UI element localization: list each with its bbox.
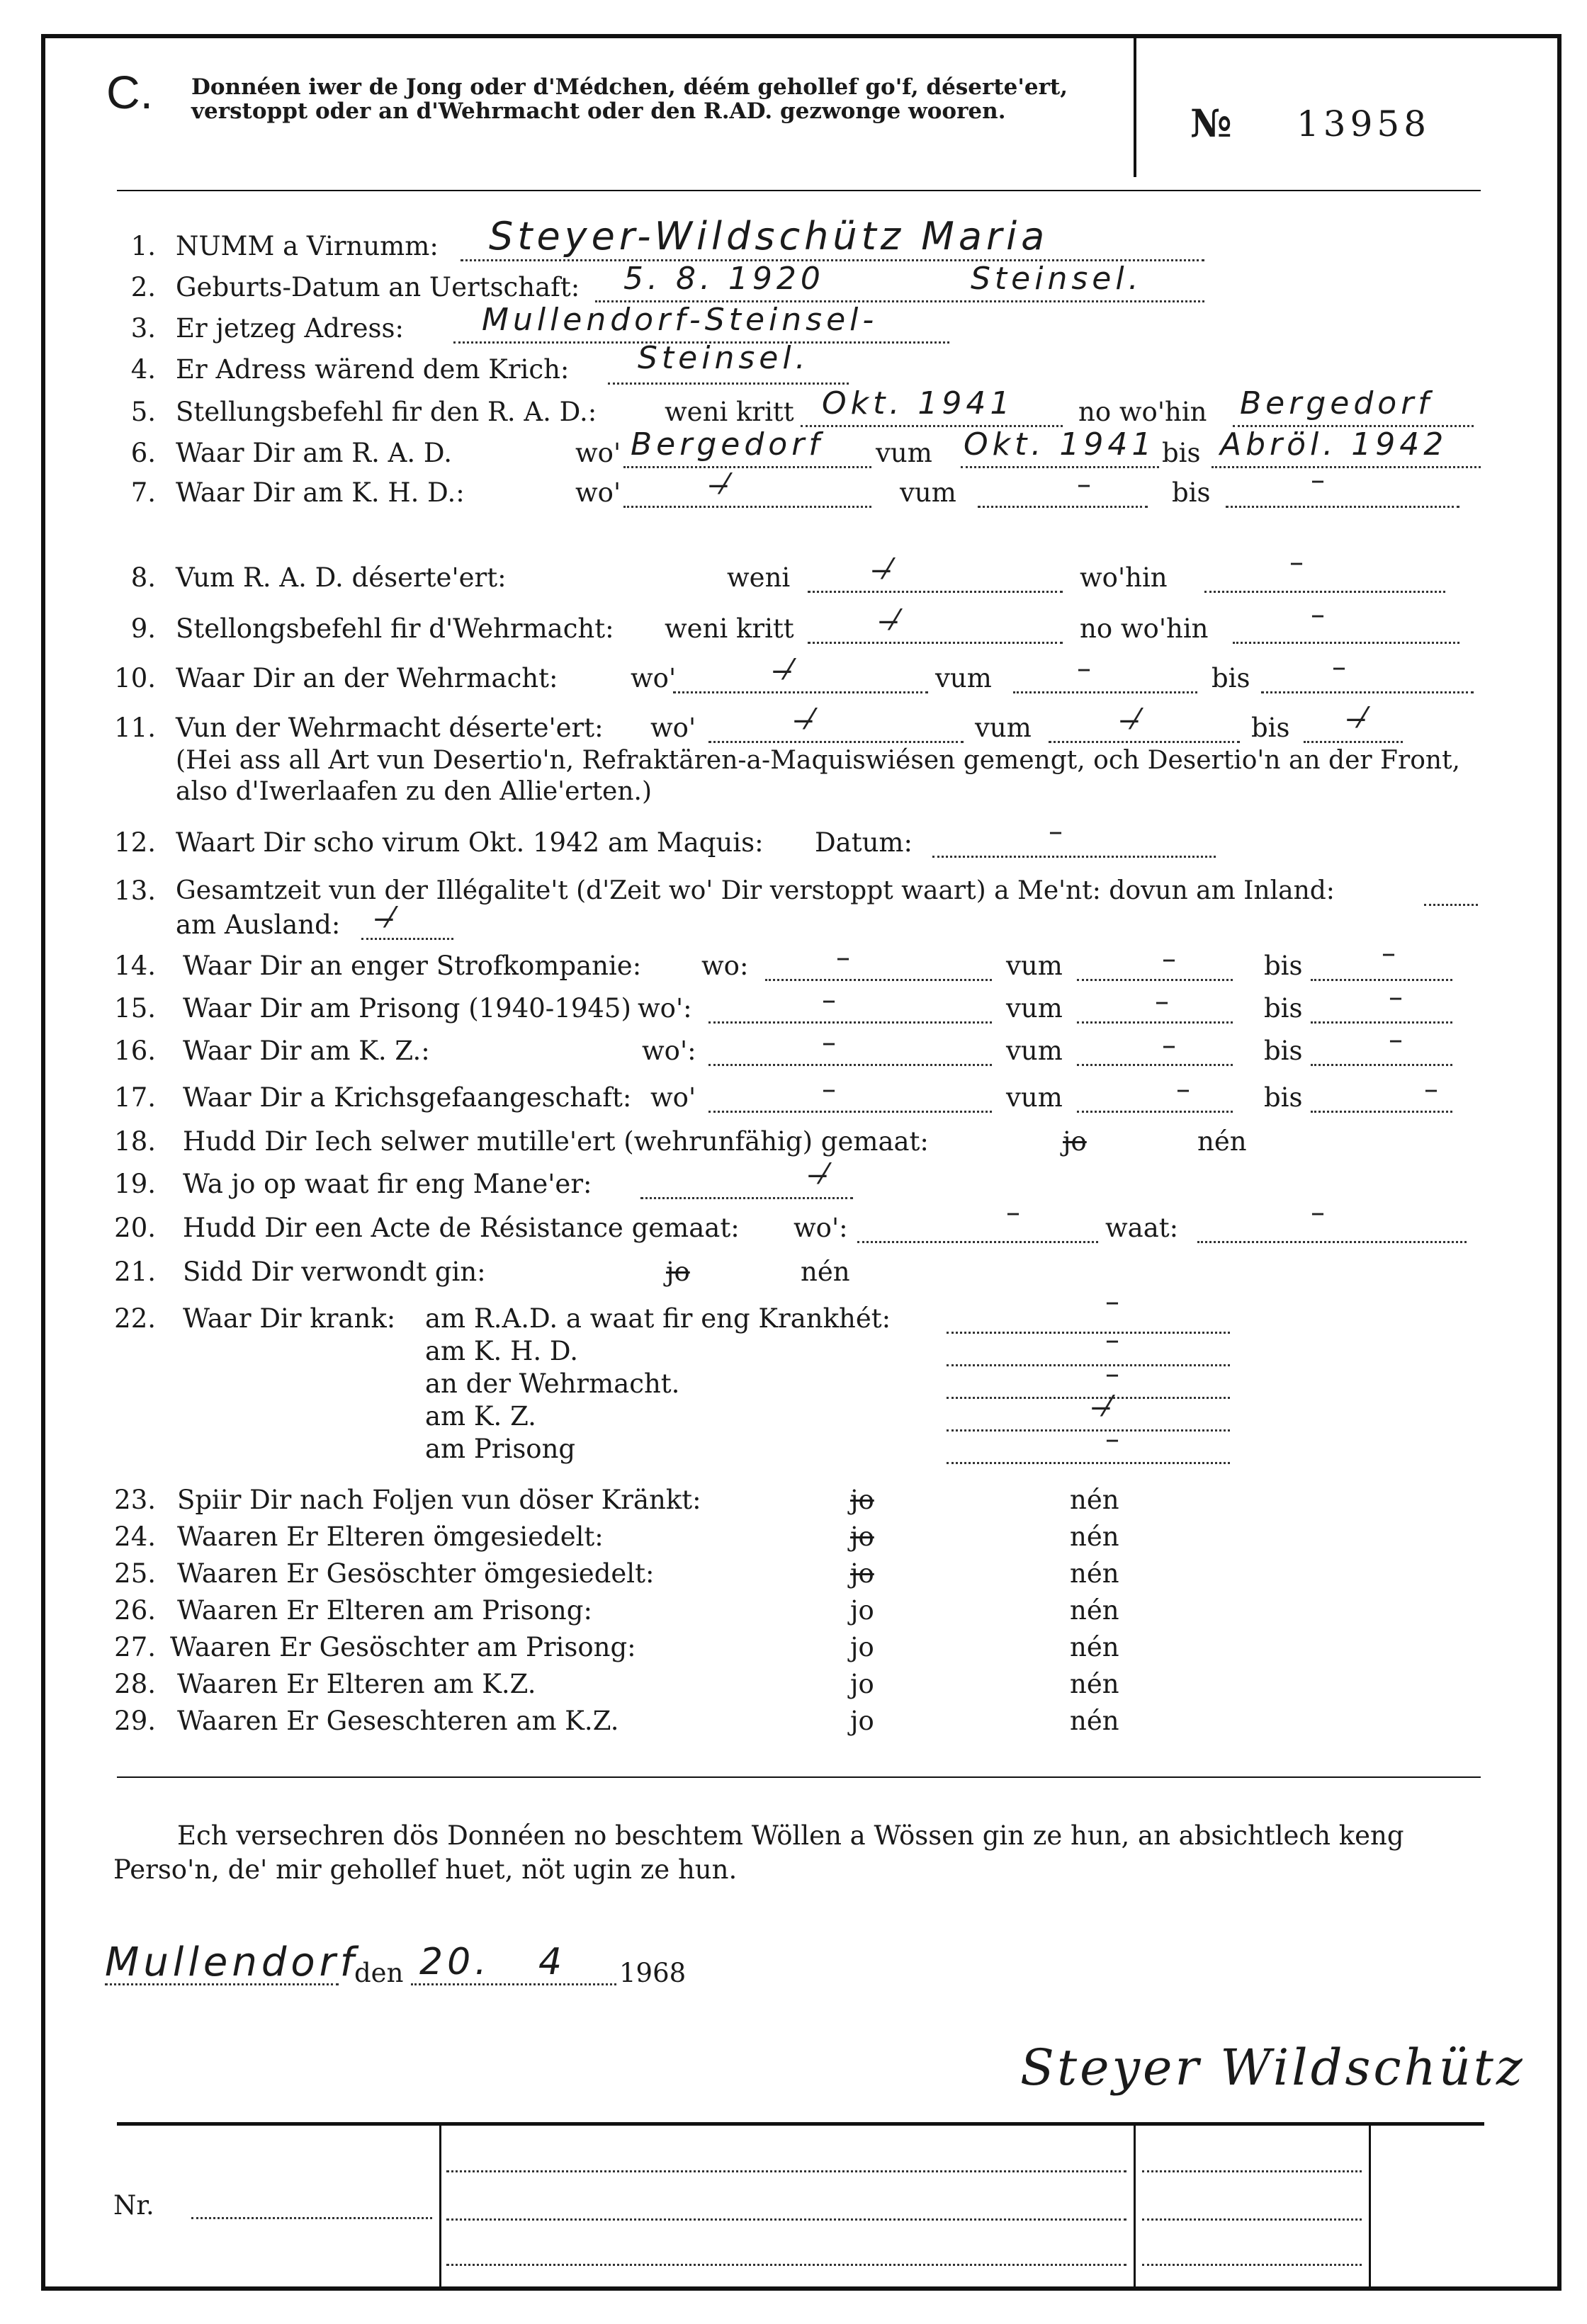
current-address-value[interactable]: Mullendorf-Steinsel- <box>482 302 879 338</box>
header-divider <box>1134 38 1136 177</box>
row-label: Waar Dir krank: <box>183 1303 396 1334</box>
bis-label: bis <box>1264 993 1303 1024</box>
dotted-line <box>947 1429 1230 1432</box>
row-label: Waar Dir am Prisong (1940-1945) <box>183 993 631 1024</box>
wo-label: wo': <box>638 993 692 1024</box>
vum-label: vum <box>900 477 956 508</box>
rad-from[interactable]: Okt. 1941 <box>964 426 1156 463</box>
signing-year: 1968 <box>619 1958 687 1988</box>
jo-option[interactable]: jo <box>850 1669 874 1699</box>
row-number: 11. <box>114 713 156 743</box>
bis-label: bis <box>1264 1036 1303 1066</box>
dotted-line <box>105 1983 339 1985</box>
dotted-line <box>623 506 871 508</box>
weni-label: weni kritt <box>665 613 794 644</box>
row-label: Wa jo op waat fir eng Mane'er: <box>183 1169 592 1199</box>
dotted-line <box>708 1021 992 1024</box>
nen-option[interactable]: nén <box>1070 1706 1119 1736</box>
footer-col-divider <box>1369 2122 1371 2286</box>
row-number: 28. <box>114 1669 156 1699</box>
empty-mark: – <box>1311 464 1325 497</box>
dotted-line <box>1311 1021 1452 1024</box>
row-label: Waart Dir scho virum Okt. 1942 am Maquis: <box>176 827 764 858</box>
empty-mark: ⁄̶ <box>723 468 728 501</box>
footer-dotted-line <box>1142 2264 1362 2266</box>
jo-option[interactable]: jo <box>850 1558 874 1589</box>
dotted-line <box>708 1111 992 1113</box>
bis-label: bis <box>1162 438 1201 468</box>
row-number: 29. <box>114 1706 156 1736</box>
row-label: Waaren Er Gesöschter ömgesiedelt: <box>177 1558 655 1589</box>
empty-mark: ⁄̶ <box>808 703 813 736</box>
rad-place[interactable]: Bergedorf <box>631 426 824 463</box>
footer-dotted-line <box>446 2218 1126 2221</box>
row-label: Hudd Dir Iech selwer mutille'ert (wehrunfähig) gemaat: <box>183 1126 929 1157</box>
bis-label: bis <box>1264 1082 1303 1113</box>
name-value[interactable]: Steyer-Wildschütz Maria <box>489 214 1049 259</box>
footer-col-divider <box>1134 2122 1136 2286</box>
empty-mark: – <box>822 1073 836 1106</box>
nen-option[interactable]: nén <box>1070 1558 1119 1589</box>
row-number: 5. <box>130 397 156 427</box>
wo-label: wo': <box>642 1036 696 1066</box>
vum-label: vum <box>935 663 992 693</box>
row-label: Sidd Dir verwondt gin: <box>183 1257 486 1287</box>
row-number: 16. <box>114 1036 156 1066</box>
declaration-text: Ech versechren dös Donnéen no beschtem Wöllen a Wössen gin ze hun, an absichtlech keng Perso'n, de' mir gehollef huet, nöt ugin ze hun. <box>113 1820 1404 1885</box>
nowohin-label: no wo'hin <box>1078 397 1207 427</box>
row-label: Vun der Wehrmacht déserte'ert: <box>176 713 604 743</box>
dotted-line <box>1077 1111 1233 1113</box>
row-number: 2. <box>130 272 156 302</box>
empty-mark: – <box>1162 943 1176 975</box>
row-number: 18. <box>114 1126 156 1157</box>
dotted-line <box>947 1364 1230 1366</box>
vum-label: vum <box>1006 993 1063 1024</box>
wo-label: wo': <box>794 1213 848 1243</box>
row-number: 21. <box>114 1257 156 1287</box>
number-symbol: № <box>1190 101 1232 146</box>
empty-mark: ⁄̶ <box>1134 703 1139 736</box>
sub-label: am K. Z. <box>425 1401 536 1432</box>
empty-mark: ⁄̶ <box>886 553 891 586</box>
wo-label: wo' <box>575 438 621 468</box>
footer-col-divider <box>439 2122 441 2286</box>
dotted-line <box>623 466 871 468</box>
sub-label: an der Wehrmacht. <box>425 1368 680 1399</box>
empty-mark: – <box>1389 1024 1403 1056</box>
row-label: NUMM a Virnumm: <box>176 231 439 261</box>
row-label: Waaren Er Elteren am K.Z. <box>177 1669 536 1699</box>
nen-option[interactable]: nén <box>1070 1595 1119 1626</box>
bis-label: bis <box>1264 951 1303 981</box>
footer-nr-label: Nr. <box>113 2190 154 2221</box>
row-number: 6. <box>130 438 156 468</box>
dotted-line <box>411 1983 616 1985</box>
dotted-line <box>1204 591 1445 593</box>
nen-option[interactable]: nén <box>1070 1521 1119 1552</box>
dotted-line <box>1077 1021 1233 1024</box>
empty-mark: – <box>1311 599 1325 631</box>
empty-mark: – <box>1049 815 1063 848</box>
row-number: 15. <box>114 993 156 1024</box>
dotted-line <box>1311 979 1452 981</box>
row-number: 27. <box>114 1632 156 1662</box>
empty-mark: – <box>1176 1073 1190 1106</box>
row-number: 17. <box>114 1082 156 1113</box>
row-label: Geburts-Datum an Uertschaft: <box>176 272 580 302</box>
empty-mark: ⁄̶ <box>786 654 791 686</box>
dotted-line <box>1424 904 1478 906</box>
form-title: Donnéen iwer de Jong oder d'Médchen, déém gehollef go'f, déserte'ert, verstoppt oder an d'Wehrmacht oder den R.AD. gezwonge wooren. <box>191 74 1068 124</box>
row-number: 25. <box>114 1558 156 1589</box>
row-label: Stellongsbefehl fir d'Wehrmacht: <box>176 613 614 644</box>
section-letter: C. <box>106 66 153 118</box>
empty-mark: – <box>822 1026 836 1059</box>
dotted-line <box>932 856 1216 858</box>
dotted-line <box>961 466 1159 468</box>
empty-mark: – <box>1077 652 1091 685</box>
sub-label: am R.A.D. a waat fir eng Krankhét: <box>425 1303 891 1334</box>
empty-mark: ⁄̶ <box>1105 1390 1110 1423</box>
dotted-line <box>361 938 453 940</box>
dotted-line <box>947 1397 1230 1399</box>
empty-mark: ⁄̶ <box>388 902 393 934</box>
nen-option[interactable]: nén <box>1197 1126 1247 1157</box>
row-number: 4. <box>130 354 156 385</box>
empty-mark: – <box>1332 651 1346 684</box>
row-number: 20. <box>114 1213 156 1243</box>
dotted-line <box>808 642 1063 644</box>
footer-top-rule <box>117 2122 1484 2126</box>
empty-mark: – <box>836 941 850 974</box>
empty-mark: – <box>1105 1423 1119 1456</box>
row-label: Stellungsbefehl fir den R. A. D.: <box>176 397 597 427</box>
dotted-line <box>708 741 964 743</box>
dotted-line <box>1077 979 1233 981</box>
signing-place[interactable]: Mullendorf <box>105 1939 358 1985</box>
empty-mark: – <box>1389 981 1403 1014</box>
bis-label: bis <box>1251 713 1290 743</box>
row-number: 12. <box>114 827 156 858</box>
empty-mark: – <box>1105 1286 1119 1318</box>
footer-dotted-line <box>446 2170 1126 2172</box>
bis-label: bis <box>1172 477 1211 508</box>
wo-label: wo' <box>650 1082 696 1113</box>
dotted-line <box>608 382 849 385</box>
header-rule <box>117 190 1481 191</box>
row-label: Spiir Dir nach Foljen vun döser Kränkt: <box>177 1485 701 1515</box>
dotted-line <box>708 1064 992 1066</box>
sub-label: am Prisong <box>425 1434 576 1464</box>
nen-option[interactable]: nén <box>1070 1669 1119 1699</box>
empty-mark: – <box>1105 1358 1119 1390</box>
row-13-ausland <box>176 902 393 941</box>
birth-place-value[interactable]: Steinsel. <box>971 261 1143 297</box>
dotted-line <box>1077 1064 1233 1066</box>
empty-mark: – <box>1006 1196 1020 1229</box>
jo-option[interactable]: jo <box>666 1257 690 1287</box>
ausland-label: am Ausland: <box>176 909 341 940</box>
empty-mark: – <box>1155 985 1169 1018</box>
dotted-line <box>1311 1111 1452 1113</box>
row-number: 1. <box>130 231 156 261</box>
dotted-line <box>640 1197 853 1199</box>
row-number: 24. <box>114 1521 156 1552</box>
row-label: Waaren Er Gesöschter am Prisong: <box>170 1632 636 1662</box>
row-label: Waar Dir am K. H. D.: <box>176 477 465 508</box>
empty-mark: – <box>1382 937 1396 970</box>
row-number: 14. <box>114 951 156 981</box>
empty-mark: – <box>822 984 836 1016</box>
vum-label: vum <box>1006 951 1063 981</box>
rad-to[interactable]: Abröl. 1942 <box>1220 426 1448 463</box>
footer-dotted-line <box>191 2217 432 2219</box>
birth-date-value[interactable]: 5. 8. 1920 <box>623 261 825 297</box>
dotted-line <box>1304 741 1403 743</box>
vum-label: vum <box>1006 1082 1063 1113</box>
empty-mark: – <box>1162 1029 1176 1062</box>
dotted-line <box>947 1332 1230 1334</box>
weni-label: weni <box>727 562 791 593</box>
footer-dotted-line <box>446 2264 1126 2266</box>
row-label: Waar Dir am R. A. D. <box>176 438 452 468</box>
row-number: 23. <box>114 1485 156 1515</box>
bis-label: bis <box>1212 663 1250 693</box>
row-label: Waaren Er Geseschteren am K.Z. <box>177 1706 619 1736</box>
row-label: Waar Dir an der Wehrmacht: <box>176 663 558 693</box>
footer-dotted-line <box>1142 2170 1362 2172</box>
empty-mark: – <box>1311 1196 1325 1229</box>
row-number: 3. <box>130 313 156 344</box>
row-label: Hudd Dir een Acte de Résistance gemaat: <box>183 1213 740 1243</box>
wo-label: wo' <box>650 713 696 743</box>
jo-option[interactable]: jo <box>850 1485 874 1515</box>
row-number: 7. <box>130 477 156 508</box>
empty-mark: – <box>1077 468 1091 501</box>
signing-day[interactable]: 20. <box>419 1941 491 1983</box>
row-label: Waaren Er Elteren am Prisong: <box>177 1595 592 1626</box>
row-label: Vum R. A. D. déserte'ert: <box>176 562 507 593</box>
jo-option[interactable]: jo <box>850 1706 874 1736</box>
dotted-line <box>1197 1241 1467 1243</box>
jo-option[interactable]: jo <box>850 1595 874 1626</box>
weni-label: weni kritt <box>665 397 794 427</box>
rad-order-date[interactable]: Okt. 1941 <box>822 385 1015 421</box>
dotted-line <box>673 691 928 693</box>
den-label: den <box>354 1958 404 1988</box>
wohin-label: wo'hin <box>1080 562 1168 593</box>
dotted-line <box>1233 642 1459 644</box>
row-label: Er jetzeg Adress: <box>176 313 404 344</box>
row-number: 10. <box>114 663 156 693</box>
nen-option[interactable]: nén <box>801 1257 850 1287</box>
jo-option[interactable]: jo <box>850 1632 874 1662</box>
dotted-line <box>765 979 992 981</box>
vum-label: vum <box>1006 1036 1063 1066</box>
vum-label: vum <box>975 713 1032 743</box>
row-number: 8. <box>130 562 156 593</box>
footer-dotted-line <box>1142 2218 1362 2221</box>
separator-rule <box>117 1776 1481 1778</box>
dotted-line <box>1261 691 1474 693</box>
row-label: Waar Dir a Krichsgefaangeschaft: <box>183 1082 632 1113</box>
dotted-line <box>1311 1064 1452 1066</box>
row-number: 9. <box>130 613 156 644</box>
row-number: 26. <box>114 1595 156 1626</box>
vum-label: vum <box>876 438 932 468</box>
rad-order-destination[interactable]: Bergedorf <box>1240 385 1433 421</box>
dotted-line <box>857 1241 1098 1243</box>
row-label: Waar Dir am K. Z.: <box>183 1036 430 1066</box>
jo-option[interactable]: jo <box>850 1521 874 1552</box>
row-label: Waar Dir an enger Strofkompanie: <box>183 951 642 981</box>
signature[interactable]: Steyer Wildschütz <box>1020 2039 1525 2097</box>
signing-month[interactable]: 4 <box>538 1941 567 1983</box>
nen-option[interactable]: nén <box>1070 1632 1119 1662</box>
row-label: Gesamtzeit vun der Illégalite't (d'Zeit wo' Dir verstoppt waart) a Me'nt: dovun am Inland: <box>176 876 1335 905</box>
nen-option[interactable]: nén <box>1070 1485 1119 1515</box>
sub-label: am K. H. D. <box>425 1336 578 1366</box>
war-address-value[interactable]: Steinsel. <box>638 340 810 376</box>
form-number: 13958 <box>1297 103 1431 144</box>
row-11-note: (Hei ass all Art vun Desertio'n, Refraktären-a-Maquiswiésen gemengt, och Desertio'n an der Front, also d'Iwerlaafen zu den Allie'erten.) <box>176 746 1460 806</box>
dotted-line <box>1049 741 1240 743</box>
row-number: 19. <box>114 1169 156 1199</box>
dotted-line <box>1013 691 1197 693</box>
dotted-line <box>947 1462 1230 1464</box>
wo-label: wo' <box>631 663 677 693</box>
empty-mark: – <box>1105 1324 1119 1356</box>
empty-mark: ⁄̶ <box>893 604 898 637</box>
empty-mark: – <box>1289 546 1304 579</box>
empty-mark: – <box>1424 1073 1438 1106</box>
wo-label: wo: <box>701 951 749 981</box>
row-label: Er Adress wärend dem Krich: <box>176 354 570 385</box>
empty-mark: ⁄̶ <box>822 1158 827 1191</box>
datum-label: Datum: <box>815 827 913 858</box>
jo-option[interactable]: jo <box>1063 1126 1087 1157</box>
nowohin-label: no wo'hin <box>1080 613 1209 644</box>
empty-mark: ⁄̶ <box>1360 702 1365 735</box>
dotted-line <box>808 591 1063 593</box>
waat-label: waat: <box>1105 1213 1179 1243</box>
dotted-line <box>1226 506 1459 508</box>
wo-label: wo' <box>575 477 621 508</box>
row-number: 22. <box>114 1303 156 1334</box>
row-label: Waaren Er Elteren ömgesiedelt: <box>177 1521 604 1552</box>
dotted-line <box>1212 466 1481 468</box>
dotted-line <box>978 506 1148 508</box>
row-number: 13. <box>114 875 156 906</box>
